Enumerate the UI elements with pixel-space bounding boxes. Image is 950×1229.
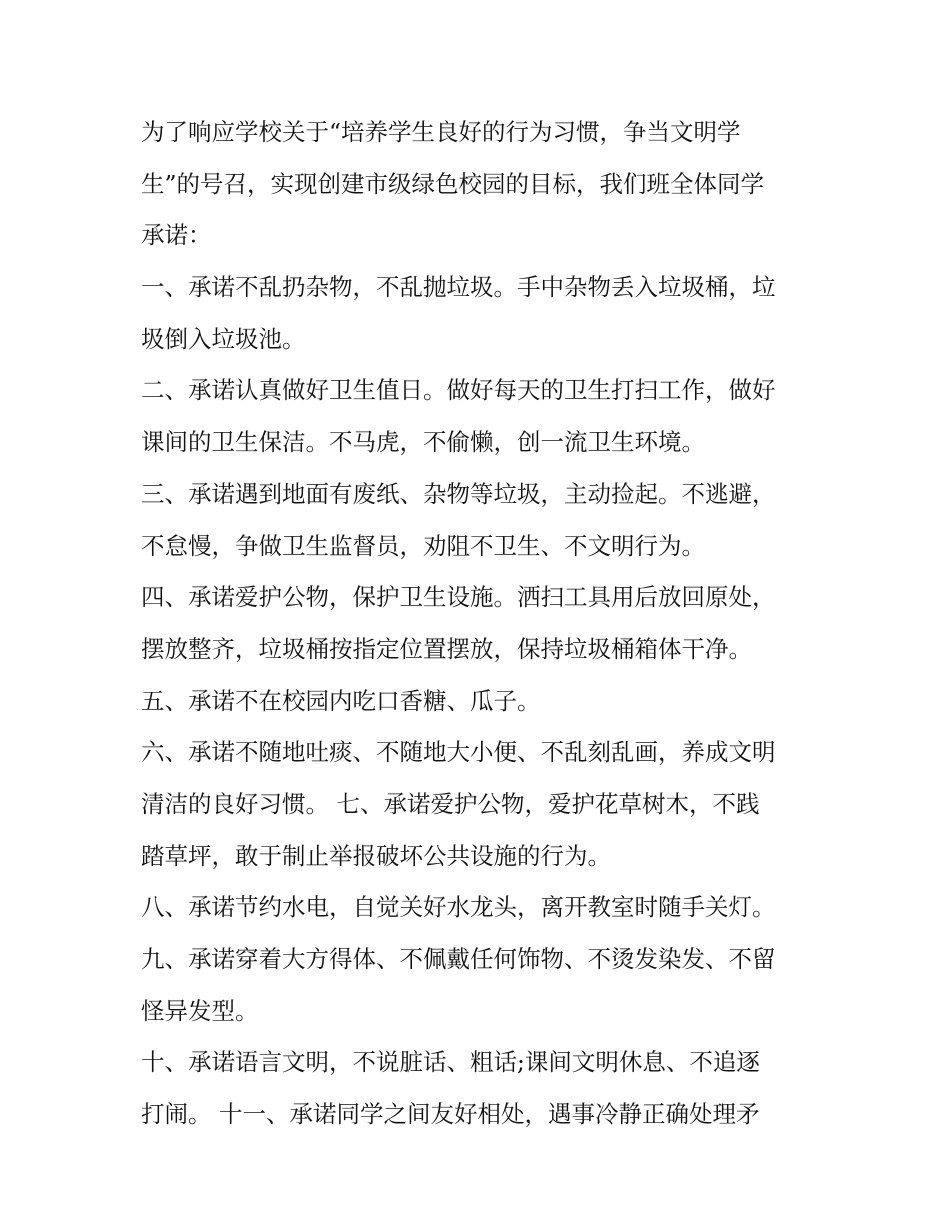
text-line: 五、承诺不在校园内吃口香糖、瓜子。 — [141, 686, 541, 715]
text-line: 怪异发型。 — [141, 996, 259, 1025]
text-line: 清洁的良好习惯。 七、承诺爱护公物，爱护花草树木，不践 — [141, 789, 760, 818]
text-line: 八、承诺节约水电，自觉关好水龙头，离开教室时随手关灯。 — [141, 893, 776, 922]
text-line: 二、承诺认真做好卫生值日。做好每天的卫生打扫工作，做好 — [141, 376, 776, 405]
text-line: 课间的卫生保洁。不马虎，不偷懒，创一流卫生环境。 — [141, 428, 705, 457]
text-line: 四、承诺爱护公物，保护卫生设施。洒扫工具用后放回原处， — [141, 583, 776, 612]
text-line: 摆放整齐，垃圾桶按指定位置摆放，保持垃圾桶箱体干净。 — [141, 634, 752, 663]
text-line: 十、承诺语言文明，不说脏话、粗话;课间文明休息、不追逐 — [141, 1048, 760, 1077]
text-line: 打闹。 十一、承诺同学之间友好相处，遇事冷静正确处理矛 — [141, 1100, 760, 1129]
text-line: 一、承诺不乱扔杂物，不乱抛垃圾。手中杂物丢入垃圾桶，垃 — [141, 273, 776, 302]
text-line: 不怠慢，争做卫生监督员，劝阻不卫生、不文明行为。 — [141, 531, 705, 560]
text-line: 九、承诺穿着大方得体、不佩戴任何饰物、不烫发染发、不留 — [141, 945, 776, 973]
text-line: 生”的号召，实现创建市级绿色校园的目标，我们班全体同学 — [141, 169, 765, 198]
document-body — [141, 107, 816, 1141]
text-line: 圾倒入垃圾池。 — [141, 324, 306, 353]
text-line: 三、承诺遇到地面有废纸、杂物等垃圾，主动捡起。不逃避， — [141, 479, 776, 508]
text-line: 承诺： — [141, 221, 212, 250]
text-line: 六、承诺不随地吐痰、不随地大小便、不乱刻乱画，养成文明 — [141, 738, 776, 767]
text-line: 为了响应学校关于“培养学生良好的行为习惯，争当文明学 — [141, 118, 741, 146]
text-line: 踏草坪，敢于制止举报破坏公共设施的行为。 — [141, 841, 611, 870]
